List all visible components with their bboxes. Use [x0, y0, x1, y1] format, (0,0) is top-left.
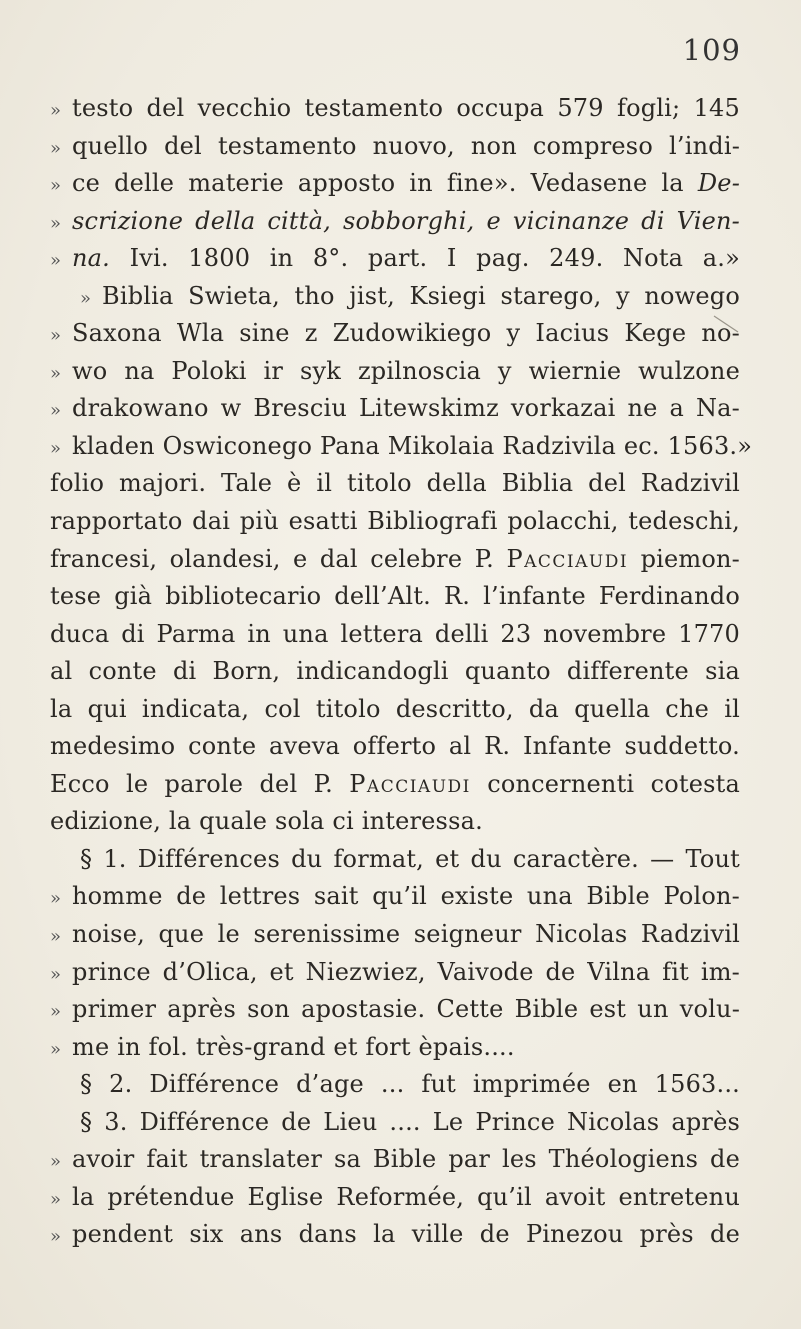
quote-mark: »	[50, 1001, 62, 1023]
author-name: Pacciaudi	[506, 544, 629, 573]
quote-mark: »	[50, 400, 62, 422]
line-text: piemon-	[640, 544, 740, 573]
text-line	[50, 390, 740, 428]
text-line	[50, 728, 740, 766]
line-text: prince d’Olica, et Niezwiez, Vaivode de Vilna fit im-	[72, 957, 740, 986]
italic-text: na.	[72, 244, 110, 273]
quote-mark: »	[50, 1151, 62, 1173]
italic-text: Vien-	[676, 206, 740, 235]
text-line	[50, 465, 740, 503]
text-line	[50, 1216, 740, 1254]
text-line	[50, 1104, 740, 1142]
text-line	[50, 541, 740, 579]
text-line	[50, 1029, 740, 1067]
quote-mark: »	[50, 100, 62, 121]
line-text: me in fol. très-grand et fort èpais....	[72, 1032, 515, 1061]
line-text: folio majori. Tale è il titolo della Biblia del Radzivil	[50, 469, 740, 498]
line-text: Ivi. 1800 in 8°. part. I pag. 249. Nota a.»	[129, 244, 740, 273]
line-text: primer après son apostasie. Cette Bible est un volu-	[72, 995, 740, 1024]
line-text: kladen Oswiconego Pana Mikolaia Radzivila ec. 1563.»	[72, 431, 753, 460]
text-line	[50, 128, 740, 166]
text-line	[50, 653, 740, 691]
line-text: pendent six ans dans la ville de Pinezou près de	[72, 1220, 740, 1249]
text-line	[50, 916, 740, 954]
text-line	[50, 428, 753, 466]
line-text: concernenti cotesta	[487, 769, 740, 798]
quote-mark: »	[50, 1226, 62, 1248]
quote-mark: »	[50, 137, 62, 159]
line-text: § 3. Différence de Lieu .... Le Prince Nicolas après	[80, 1107, 740, 1136]
line-text: quello del testamento nuovo, non compreso l’indi-	[72, 131, 740, 160]
text-line	[50, 503, 740, 541]
quote-mark: »	[50, 437, 62, 459]
line-text: § 2. Différence d’age ... fut imprimée en 1563...	[80, 1070, 740, 1099]
line-text: wo na Poloki ir syk zpilnoscia y wiernie wulzone	[72, 356, 740, 385]
line-text: Biblia Swieta, tho jist, Ksiegi starego, y nowego	[102, 281, 740, 310]
text-line	[50, 240, 740, 278]
italic-text: De-	[697, 169, 740, 198]
page-number: 109	[682, 33, 741, 67]
text-line	[50, 278, 740, 316]
text-line	[50, 353, 740, 391]
text-line	[50, 1141, 740, 1179]
line-text: Saxona Wla sine z Zudowikiego y Iacius Kege no-	[72, 319, 740, 348]
quote-mark: »	[50, 325, 62, 347]
text-line	[50, 954, 740, 992]
quote-mark: »	[50, 362, 62, 384]
line-text: medesimo conte aveva offerto al R. Infante suddetto.	[50, 732, 740, 761]
line-text: noise, que le serenissime seigneur Nicolas Radzivil	[72, 920, 740, 949]
line-text: testo del vecchio testamento occupa 579 fogli; 145	[72, 94, 740, 122]
line-text: la qui indicata, col titolo descritto, da quella che il	[50, 694, 740, 723]
line-text: § 1. Différences du format, et du caractère. — Tout	[80, 844, 740, 873]
quote-mark: »	[50, 250, 62, 272]
line-text: ce delle materie apposto in fine». Vedasene la	[72, 169, 684, 198]
quote-mark: »	[50, 212, 62, 234]
text-line	[50, 991, 740, 1029]
quote-mark: »	[50, 888, 62, 910]
text-line	[50, 841, 740, 879]
line-text: Ecco le parole del P.	[50, 769, 333, 798]
line-text: al conte di Born, indicandogli quanto differente sia	[50, 657, 740, 686]
line-text: avoir fait translater sa Bible par les Théologiens de	[72, 1145, 740, 1174]
quote-mark: »	[50, 1188, 62, 1210]
text-line	[50, 691, 740, 729]
quote-mark: »	[50, 926, 62, 948]
text-line	[50, 203, 740, 241]
text-line	[50, 803, 740, 841]
text-line	[50, 315, 740, 353]
quote-mark: »	[50, 963, 62, 985]
line-text: homme de lettres sait qu’il existe una Bible Polon-	[72, 882, 740, 911]
text-line	[50, 90, 740, 128]
quote-mark: »	[50, 1038, 62, 1060]
line-text: drakowano w Bresciu Litewskimz vorkazai ne a Na-	[72, 394, 740, 423]
line-text: duca di Parma in una lettera delli 23 novembre 1770	[50, 619, 740, 648]
italic-text: scrizione della città, sobborghi, e vicinanze di	[72, 206, 665, 235]
line-text: rapportato dai più esatti Bibliografi polacchi, tedeschi,	[50, 507, 740, 536]
text-line	[50, 165, 740, 203]
text-line	[50, 578, 740, 616]
quote-mark: »	[80, 287, 92, 309]
pencil-mark-icon	[712, 314, 740, 334]
author-name: Pacciaudi	[349, 769, 471, 798]
text-line	[50, 1066, 740, 1104]
text-line	[50, 766, 740, 804]
quote-mark: »	[50, 175, 62, 197]
line-text: edizione, la quale sola ci interessa.	[50, 807, 483, 836]
text-line	[50, 1179, 740, 1217]
line-text: francesi, olandesi, e dal celebre P.	[50, 544, 495, 573]
body-text	[50, 90, 753, 1254]
line-text: la prétendue Eglise Reformée, qu’il avoit entretenu	[72, 1182, 740, 1211]
text-line	[50, 878, 740, 916]
line-text: tese già bibliotecario dell’Alt. R. l’infante Ferdinando	[50, 582, 740, 611]
text-line	[50, 616, 740, 654]
